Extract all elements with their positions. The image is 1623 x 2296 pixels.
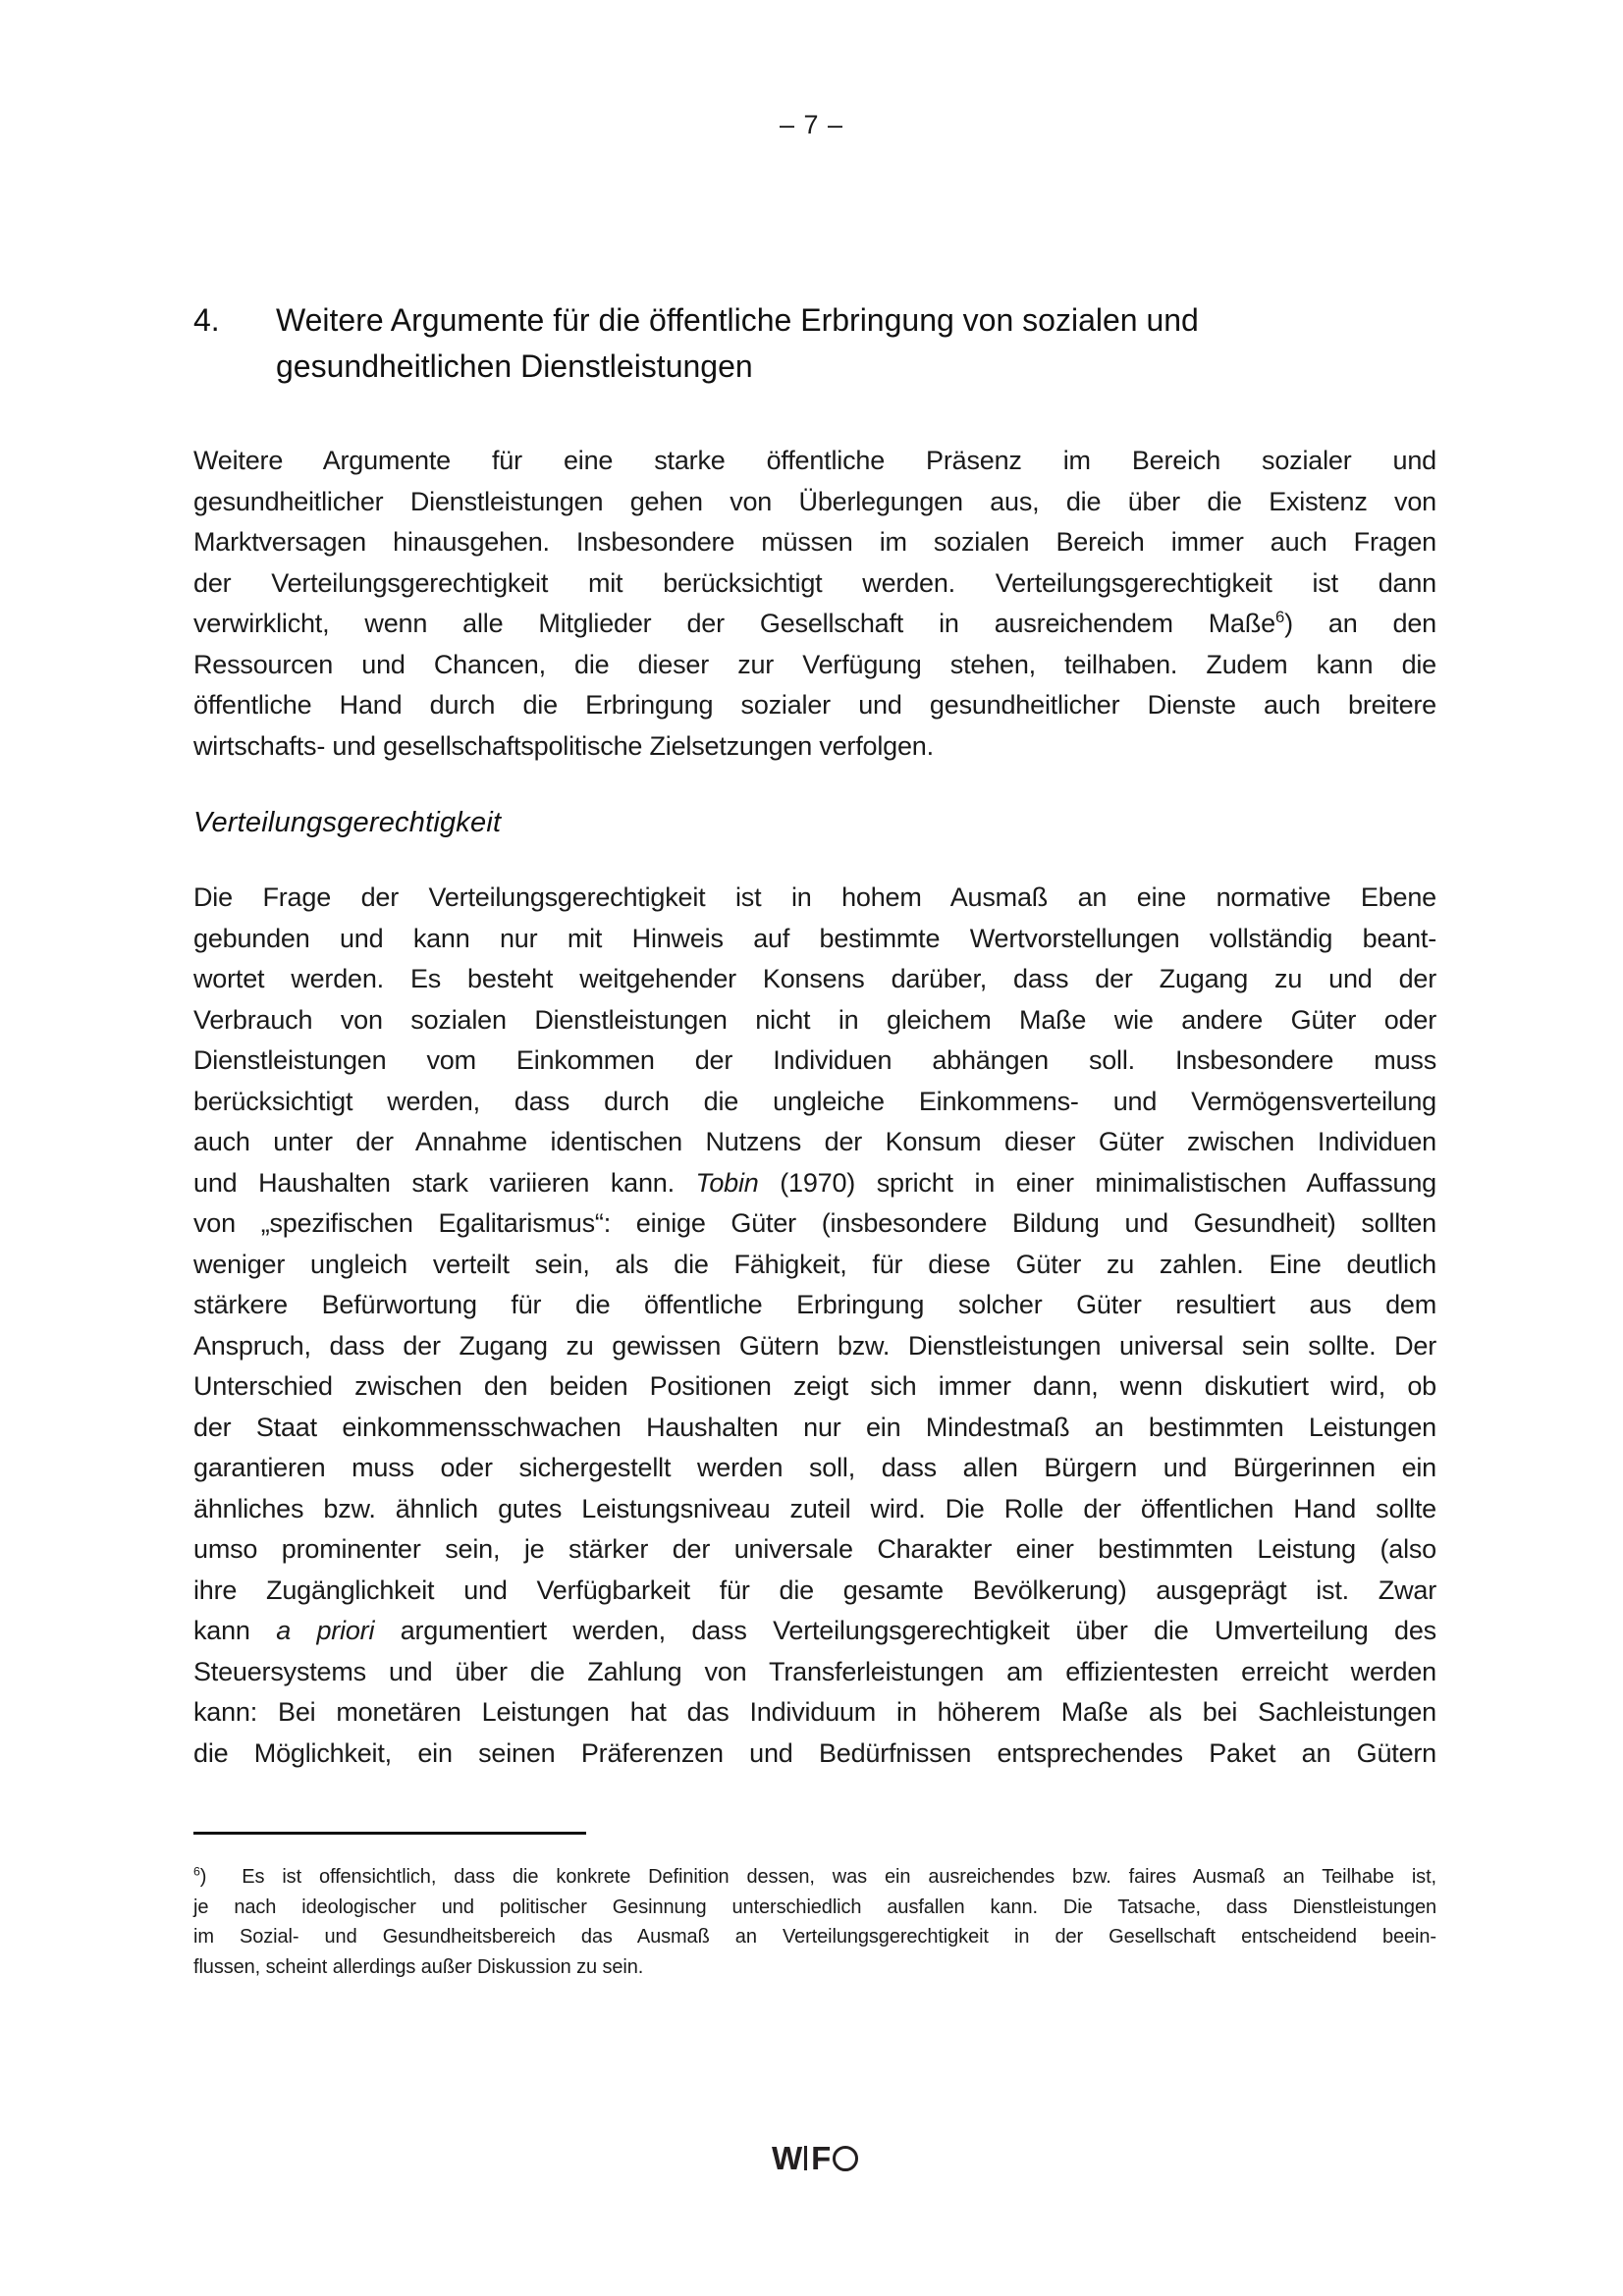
text-line: kann a priori argumentiert werden, dass Verteilungsgerechtigkeit über die Umverteilung des [193, 1616, 1436, 1645]
text-line: je nach ideologischer und politischer Gesinnung unterschiedlich ausfallen kann. Die Tatsache, dass Dienstleistungen [193, 1896, 1436, 1918]
logo-o-circle-icon [833, 2146, 858, 2171]
text-line: im Sozial- und Gesundheitsbereich das Ausmaß an Verteilungsgerechtigkeit in der Gesellschaft entscheidend beein- [193, 1926, 1436, 1948]
text-line: wirtschafts- und gesellschaftspolitische Zielsetzungen verfolgen. [193, 730, 934, 761]
text-line: Die Frage der Verteilungsgerechtigkeit ist in hohem Ausmaß an eine normative Ebene [193, 882, 1436, 912]
text-line: gebunden und kann nur mit Hinweis auf bestimmte Wertvorstellungen vollständig beant- [193, 923, 1436, 953]
page-number: – 7 – [779, 110, 844, 139]
footnote-6 [193, 1862, 1436, 1982]
text-line: die Möglichkeit, ein seinen Präferenzen und Bedürfnissen entsprechendes Paket an Gütern [193, 1737, 1436, 1768]
text-line: Weitere Argumente für eine starke öffentliche Präsenz im Bereich sozialer und [193, 446, 1436, 475]
text-line: weniger ungleich verteilt sein, als die Fähigkeit, für diese Güter zu zahlen. Eine deutlich [193, 1249, 1436, 1279]
text-line: Verbrauch von sozialen Dienstleistungen nicht in gleichem Maße wie andere Güter oder [193, 1004, 1436, 1035]
text-line: flussen, scheint allerdings außer Diskussion zu sein. [193, 1955, 644, 1978]
text-line: berücksichtigt werden, dass durch die ungleiche Einkommens- und Vermögensverteilung [193, 1086, 1436, 1116]
body-paragraph-1 [193, 441, 1436, 767]
text-line: Marktversagen hinausgehen. Insbesondere müssen im sozialen Bereich immer auch Fragen [193, 527, 1436, 557]
text-line: ihre Zugänglichkeit und Verfügbarkeit für die gesamte Bevölkerung) ausgeprägt ist. Zwar [193, 1575, 1436, 1605]
logo-letter-f: F [811, 2139, 831, 2176]
text-line: garantieren muss oder sichergestellt werden soll, dass allen Bürgern und Bürgerinnen ein [193, 1453, 1436, 1482]
section-heading-text [276, 297, 1460, 390]
section-heading [193, 297, 1460, 390]
text-line: ähnliches bzw. ähnlich gutes Leistungsniveau zuteil wird. Die Rolle der öffentlichen Hand sollte [193, 1493, 1436, 1523]
text-line: Anspruch, dass der Zugang zu gewissen Gütern bzw. Dienstleistungen universal sein sollte. Der [193, 1330, 1436, 1361]
footnote-separator [193, 1832, 586, 1835]
text-line: Dienstleistungen vom Einkommen der Individuen abhängen soll. Insbesondere muss [193, 1045, 1436, 1075]
text-line: Unterschied zwischen den beiden Positionen zeigt sich immer dann, wenn diskutiert wird, ob [193, 1371, 1436, 1401]
text-line: Ressourcen und Chancen, die dieser zur Verfügung stehen, teilhaben. Zudem kann die [193, 649, 1436, 679]
text-line: gesundheitlichen Dienstleistungen [276, 348, 753, 384]
text-line: $^6$) Es ist offensichtlich, dass die konkrete Definition dessen, was ein ausreichendes bzw. faires Ausmaß an Teilhabe ist, [193, 1864, 1436, 1888]
text-line: auch unter der Annahme identischen Nutzens der Konsum dieser Güter zwischen Individuen [193, 1127, 1436, 1156]
logo-divider-bar [804, 2146, 807, 2170]
text-line: der Staat einkommensschwachen Haushalten nur ein Mindestmaß an bestimmten Leistungen [193, 1412, 1436, 1442]
text-line: verwirklicht, wenn alle Mitglieder der Gesellschaft in ausreichendem Maße$^6$) an den [193, 608, 1436, 638]
text-line: Weitere Argumente für die öffentliche Erbringung von sozialen und [276, 302, 1199, 338]
text-line: und Haushalten stark variieren kann. Tobin (1970) spricht in einer minimalistischen Auffassung [193, 1167, 1437, 1198]
logo-letter-w: W [772, 2139, 802, 2176]
text-line: der Verteilungsgerechtigkeit mit berücksichtigt werden. Verteilungsgerechtigkeit ist dann [193, 567, 1436, 598]
text-line: kann: Bei monetären Leistungen hat das Individuum in höherem Maße als bei Sachleistungen [193, 1697, 1436, 1727]
text-line: Steuersystems und über die Zahlung von Transferleistungen am effizientesten erreicht werden [193, 1656, 1436, 1686]
body-paragraph-2 [193, 878, 1436, 1774]
section-number: 4. [193, 302, 220, 338]
wifo-logo [772, 2141, 858, 2174]
text-line: von „spezifischen Egalitarismus“: einige Güter (insbesondere Bildung und Gesundheit) sollten [193, 1208, 1436, 1238]
text-line: wortet werden. Es besteht weitgehender Konsens darüber, dass der Zugang zu und der [193, 964, 1436, 993]
subsection-heading: Verteilungsgerechtigkeit [193, 807, 502, 838]
text-line: gesundheitlicher Dienstleistungen gehen von Überlegungen aus, die über die Existenz von [193, 486, 1436, 516]
text-line: umso prominenter sein, je stärker der universale Charakter einer bestimmten Leistung (also [193, 1534, 1436, 1564]
text-line: stärkere Befürwortung für die öffentliche Erbringung solcher Güter resultiert aus dem [193, 1290, 1436, 1319]
text-line: öffentliche Hand durch die Erbringung sozialer und gesundheitlicher Dienste auch breitere [193, 690, 1436, 720]
